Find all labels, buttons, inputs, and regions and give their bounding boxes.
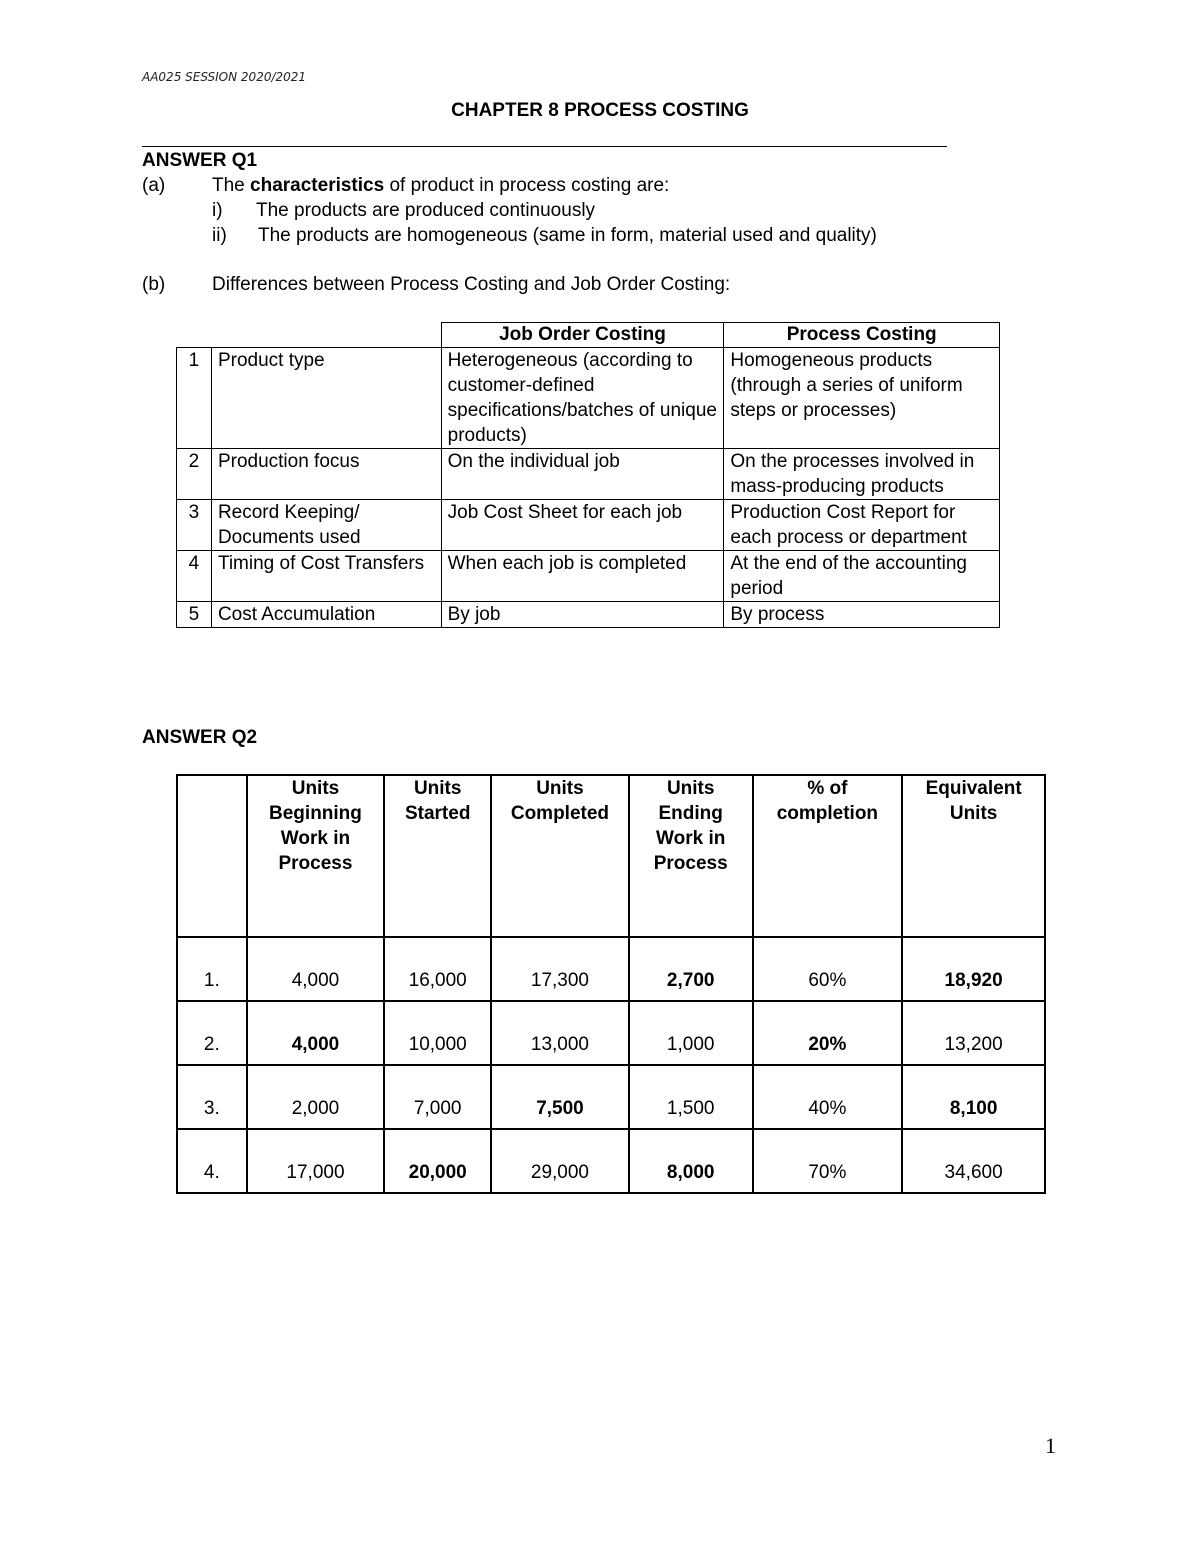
header-units-completed: Units Completed bbox=[491, 775, 629, 937]
page-number: 1 bbox=[1045, 1433, 1056, 1458]
header-process: Process Costing bbox=[724, 323, 1000, 348]
ending-wip-cell: 1,500 bbox=[629, 1065, 753, 1129]
header-blank bbox=[177, 775, 247, 937]
row-label: Product type bbox=[211, 348, 441, 449]
item-i-text: The products are produced continuously bbox=[256, 200, 596, 221]
part-a-intro-pre: The bbox=[212, 175, 251, 196]
process-cell: Homogeneous products (through a series of uniform steps or processes) bbox=[724, 348, 1000, 449]
part-a-intro bbox=[212, 175, 669, 197]
row-number: 3. bbox=[177, 1065, 247, 1129]
item-ii-text: The products are homogeneous (same in form, material used and quality) bbox=[258, 225, 877, 246]
job-order-cell: Job Cost Sheet for each job bbox=[441, 500, 724, 551]
row-number: 2 bbox=[177, 449, 212, 500]
table-row bbox=[177, 1065, 1045, 1129]
row-number: 5 bbox=[177, 602, 212, 628]
equivalent-units-cell: 8,100 bbox=[902, 1065, 1045, 1129]
part-b-intro: Differences between Process Costing and Job Order Costing: bbox=[212, 274, 731, 295]
started-cell: 16,000 bbox=[384, 937, 491, 1001]
row-label: Production focus bbox=[211, 449, 441, 500]
ending-wip-cell: 2,700 bbox=[629, 937, 753, 1001]
header-units-started: Units Started bbox=[384, 775, 491, 937]
header-blank bbox=[177, 323, 442, 348]
session-header: AA025 SESSION 2020/2021 bbox=[142, 70, 307, 84]
percent-cell: 40% bbox=[753, 1065, 903, 1129]
row-number: 4 bbox=[177, 551, 212, 602]
table-row bbox=[177, 500, 1000, 551]
ending-wip-cell: 8,000 bbox=[629, 1129, 753, 1193]
beginning-wip-cell: 2,000 bbox=[247, 1065, 385, 1129]
row-number: 1. bbox=[177, 937, 247, 1001]
process-cell: By process bbox=[724, 602, 1000, 628]
row-number: 1 bbox=[177, 348, 212, 449]
header-units-ending-wip: Units Ending Work in Process bbox=[629, 775, 753, 937]
percent-cell: 20% bbox=[753, 1001, 903, 1065]
header-job-order: Job Order Costing bbox=[441, 323, 724, 348]
table-row bbox=[177, 1129, 1045, 1193]
percent-cell: 70% bbox=[753, 1129, 903, 1193]
page-title: CHAPTER 8 PROCESS COSTING bbox=[451, 100, 749, 121]
characteristics-term: characteristics bbox=[250, 175, 385, 196]
table-row bbox=[177, 602, 1000, 628]
row-number: 2. bbox=[177, 1001, 247, 1065]
header-percent-completion: % of completion bbox=[753, 775, 903, 937]
title-divider bbox=[142, 146, 947, 147]
beginning-wip-cell: 4,000 bbox=[247, 937, 385, 1001]
beginning-wip-cell: 17,000 bbox=[247, 1129, 385, 1193]
ending-wip-cell: 1,000 bbox=[629, 1001, 753, 1065]
equivalent-units-cell: 13,200 bbox=[902, 1001, 1045, 1065]
row-number: 4. bbox=[177, 1129, 247, 1193]
answer-q1-heading: ANSWER Q1 bbox=[142, 150, 258, 171]
equivalent-units-cell: 34,600 bbox=[902, 1129, 1045, 1193]
percent-cell: 60% bbox=[753, 937, 903, 1001]
job-order-cell: Heterogeneous (according to customer-defined specifications/batches of unique products) bbox=[441, 348, 724, 449]
table-row bbox=[177, 348, 1000, 449]
table-row bbox=[177, 551, 1000, 602]
equivalent-units-cell: 18,920 bbox=[902, 937, 1045, 1001]
started-cell: 20,000 bbox=[384, 1129, 491, 1193]
completed-cell: 7,500 bbox=[491, 1065, 629, 1129]
part-b-marker: (b) bbox=[142, 274, 166, 295]
row-label: Cost Accumulation bbox=[211, 602, 441, 628]
part-a-intro-post: of product in process costing are: bbox=[384, 175, 670, 196]
costing-comparison-table bbox=[176, 322, 1000, 628]
table-row bbox=[177, 1001, 1045, 1065]
process-cell: At the end of the accounting period bbox=[724, 551, 1000, 602]
job-order-cell: On the individual job bbox=[441, 449, 724, 500]
started-cell: 7,000 bbox=[384, 1065, 491, 1129]
row-number: 3 bbox=[177, 500, 212, 551]
completed-cell: 13,000 bbox=[491, 1001, 629, 1065]
units-header-row bbox=[177, 775, 1045, 937]
process-cell: On the processes involved in mass-producing products bbox=[724, 449, 1000, 500]
table-row bbox=[177, 937, 1045, 1001]
beginning-wip-cell: 4,000 bbox=[247, 1001, 385, 1065]
completed-cell: 17,300 bbox=[491, 937, 629, 1001]
header-equivalent-units: Equivalent Units bbox=[902, 775, 1045, 937]
process-cell: Production Cost Report for each process or department bbox=[724, 500, 1000, 551]
job-order-cell: By job bbox=[441, 602, 724, 628]
row-label: Timing of Cost Transfers bbox=[211, 551, 441, 602]
equivalent-units-table bbox=[176, 774, 1046, 1194]
row-label: Record Keeping/ Documents used bbox=[211, 500, 441, 551]
item-i-marker: i) bbox=[212, 200, 223, 221]
item-ii-marker: ii) bbox=[212, 225, 227, 246]
job-order-cell: When each job is completed bbox=[441, 551, 724, 602]
comparison-header-row bbox=[177, 323, 1000, 348]
answer-q2-heading: ANSWER Q2 bbox=[142, 727, 258, 748]
completed-cell: 29,000 bbox=[491, 1129, 629, 1193]
header-units-beginning-wip: Units Beginning Work in Process bbox=[247, 775, 385, 937]
table-row bbox=[177, 449, 1000, 500]
part-a-marker: (a) bbox=[142, 175, 166, 196]
started-cell: 10,000 bbox=[384, 1001, 491, 1065]
